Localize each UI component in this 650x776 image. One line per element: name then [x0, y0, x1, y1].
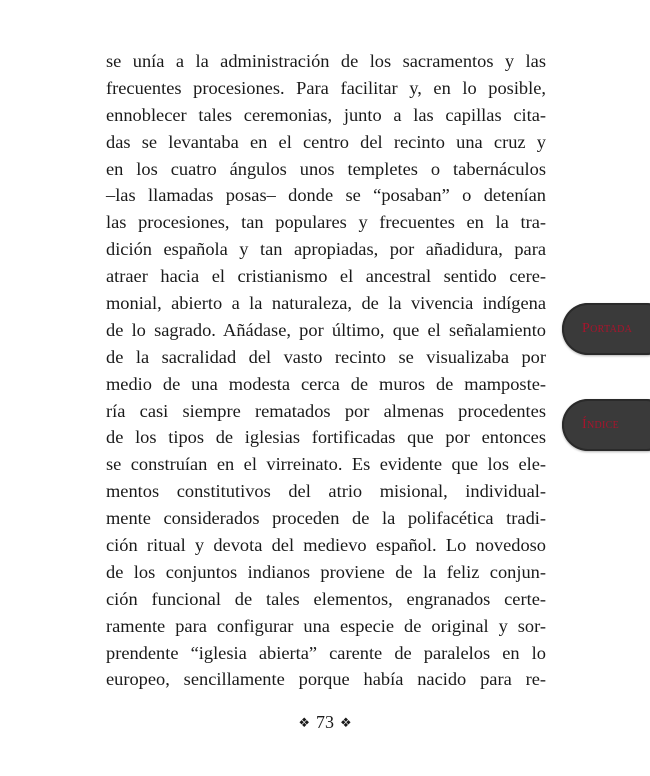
- body-text: [106, 48, 546, 693]
- text-line: ramente para configurar una especie de original y sor-: [106, 615, 546, 636]
- portada-label: Portada: [582, 321, 633, 336]
- ornament-left-icon: ❖: [298, 714, 310, 730]
- indice-label: Índice: [582, 417, 620, 432]
- text-line: prendente “iglesia abierta” carente de paralelos en lo: [106, 642, 546, 663]
- text-line: medio de una modesta cerca de muros de mamposte-: [106, 373, 546, 394]
- text-line: las procesiones, tan populares y frecuentes en la tra-: [106, 212, 546, 233]
- portada-button[interactable]: [562, 303, 650, 355]
- text-line: se unía a la administración de los sacramentos y las: [106, 51, 546, 71]
- text-line: de la sacralidad del vasto recinto se visualizaba por: [106, 346, 546, 367]
- text-line: –las llamadas posas– donde se “posaban” o detenían: [106, 185, 546, 206]
- text-line: dición española y tan apropiadas, por añadidura, para: [106, 239, 546, 260]
- text-line: mente considerados proceden de la polifacética tradi-: [106, 508, 546, 529]
- text-line: europeo, sencillamente porque había nacido para re-: [106, 669, 546, 690]
- text-line: mentos constitutivos del atrio misional, individual-: [106, 481, 546, 502]
- text-line: se construían en el virreinato. Es evidente que los ele-: [106, 454, 546, 475]
- text-line: en los cuatro ángulos unos templetes o tabernáculos: [106, 158, 546, 179]
- text-line: ría casi siempre rematados por almenas procedentes: [106, 400, 546, 421]
- text-line: frecuentes procesiones. Para facilitar y, en lo posible,: [106, 77, 546, 98]
- text-line: ción funcional de tales elementos, engranados certe-: [106, 588, 546, 609]
- text-line: ción ritual y devota del medievo español. Lo novedoso: [106, 535, 546, 556]
- text-line: ennoblecer tales ceremonias, junto a las capillas cita-: [106, 104, 546, 125]
- text-line: das se levantaba en el centro del recinto una cruz y: [106, 131, 546, 152]
- text-line: de los conjuntos indianos proviene de la feliz conjun-: [106, 561, 546, 582]
- text-line: atraer hacia el cristianismo el ancestral sentido cere-: [106, 266, 546, 287]
- text-line: de los tipos de iglesias fortificadas que por entonces: [106, 427, 546, 448]
- text-line: monial, abierto a la naturaleza, de la vivencia indígena: [106, 293, 546, 314]
- page-footer: [0, 710, 650, 736]
- text-line: de lo sagrado. Añádase, por último, que el señalamiento: [106, 319, 546, 340]
- page-number: 73: [316, 712, 334, 732]
- ornament-right-icon: ❖: [340, 714, 352, 730]
- indice-button[interactable]: [562, 399, 650, 451]
